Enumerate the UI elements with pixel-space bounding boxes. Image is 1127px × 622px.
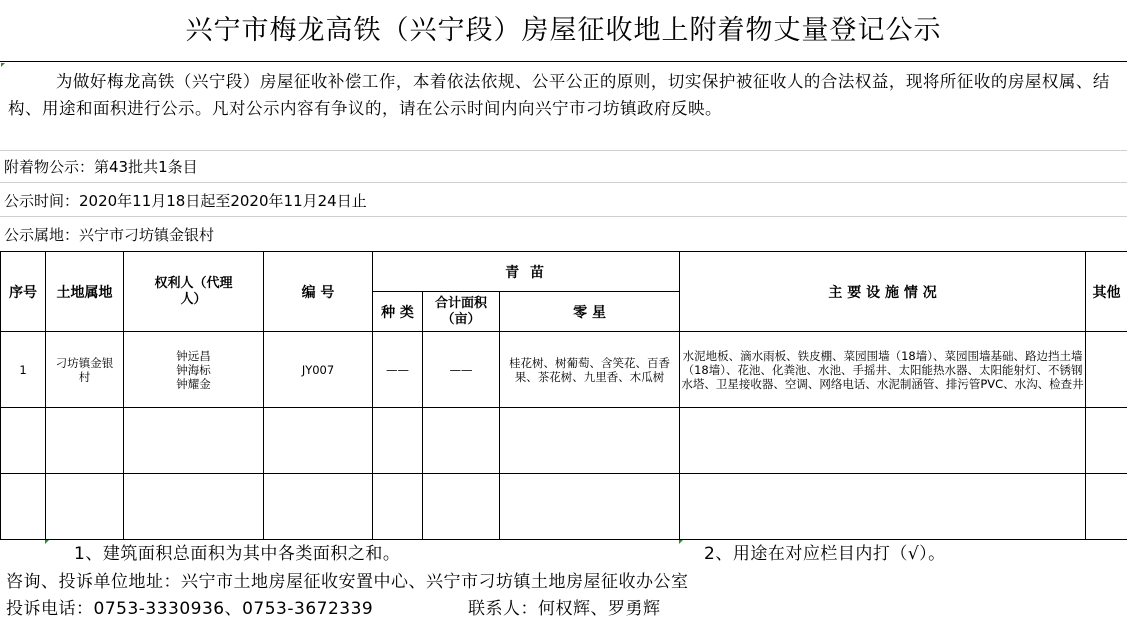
header-other: 其他 [1086,252,1127,332]
row-owners [124,332,264,408]
table-row-empty [1,474,1127,540]
header-facilities: 主 要 设 施 情 况 [680,252,1086,332]
page-title: 兴宁市梅龙高铁（兴宁段）房屋征收地上附着物丈量登记公示 [0,0,1127,62]
contact-phone: 投诉电话：0753-3330936、0753-3672339 [6,596,373,622]
row-code: JY007 [264,332,373,408]
cell-marker [45,540,49,544]
note-1: 1、建筑面积总面积为其中各类面积之和。 [74,541,400,567]
contact-address: 咨询、投诉单位地址：兴宁市土地房屋征收安置中心、兴宁市刁坊镇土地房屋征收办公室 [6,569,689,595]
header-crops: 青 苗 [373,252,680,292]
header-area: 合计面积（亩） [423,292,500,332]
row-seq: 1 [1,332,46,408]
cell-marker [679,540,683,544]
registration-table [0,251,1127,540]
owner-name: 钟海标 [124,363,263,377]
owner-name: 钟耀金 [124,377,263,391]
owner-name: 钟远昌 [124,349,263,363]
header-kind: 种 类 [373,292,423,332]
table-row-empty [1,408,1127,474]
header-owner: 权利人（代理人） [124,252,264,332]
location-info: 公示属地：兴宁市刁坊镇金银村 [0,220,1127,251]
row-other [1086,332,1127,408]
row-area: —— [423,332,500,408]
table-row [1,332,1127,408]
row-scattered: 桂花树、树葡萄、含笑花、百香果、茶花树、九里香、木瓜树 [500,332,680,408]
batch-info: 附着物公示：第43批共1条目 [0,152,1127,183]
header-scattered: 零 星 [500,292,680,332]
contact-person: 联系人：何权辉、罗勇辉 [468,596,661,622]
note-2: 2、用途在对应栏目内打（√）。 [704,541,946,567]
header-seq: 序号 [1,252,46,332]
header-code: 编 号 [264,252,373,332]
intro-paragraph: 为做好梅龙高铁（兴宁段）房屋征收补偿工作，本着依法依规、公平公正的原则，切实保护被征收人的合法权益，现将所征收的房屋权属、结构、用途和面积进行公示。凡对公示内容有争议的，请在公示时间内向兴宁市刁坊镇政府反映。 [0,63,1127,151]
row-land: 刁坊镇金银村 [46,332,124,408]
row-kind: —— [373,332,423,408]
row-facilities: 水泥地板、滴水雨板、铁皮棚、菜园围墙（18墙）、菜园围墙基础、路边挡土墙（18墙）、花池、化粪池、水池、手摇井、太阳能热水器、太阳能射灯、不锈钢水塔、卫星接收器、空调、网络电话、水泥制涵管、排污管PVC、水沟、检查井 [680,332,1086,408]
header-land: 土地属地 [46,252,124,332]
period-info: 公示时间：2020年11月18日起至2020年11月24日止 [0,186,1127,217]
